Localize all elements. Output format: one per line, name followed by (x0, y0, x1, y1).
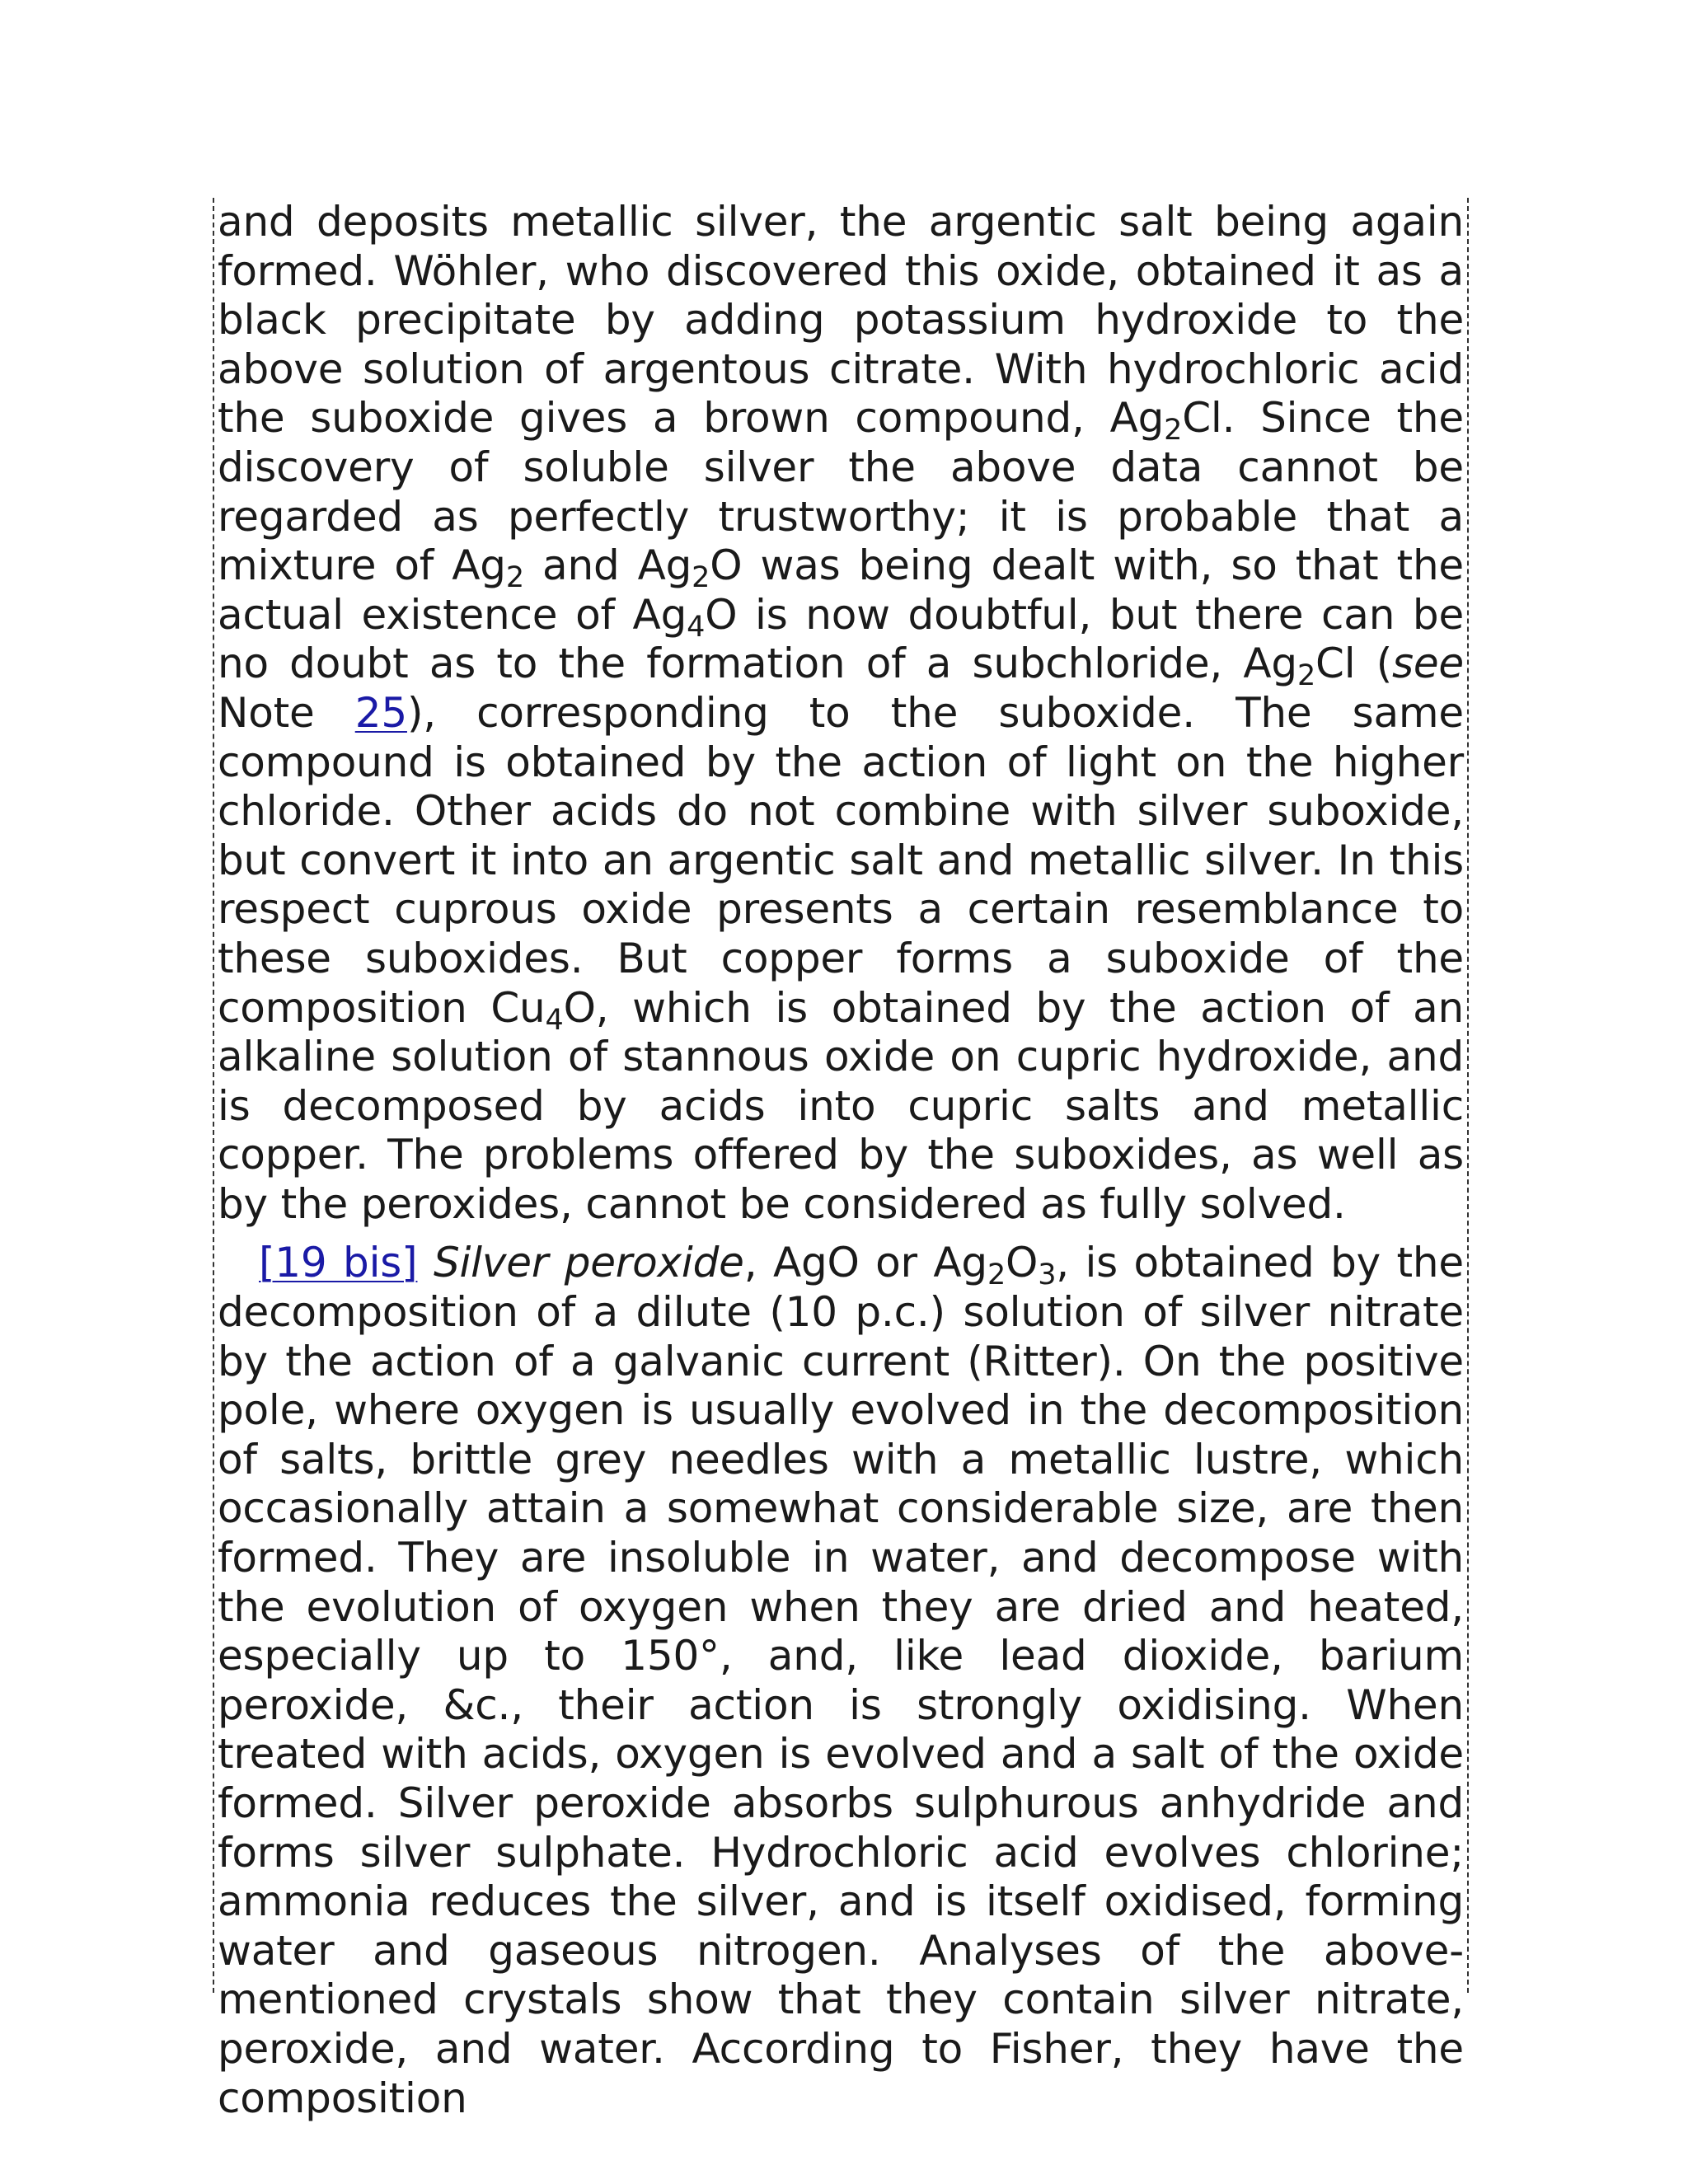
text-run: Note (218, 688, 355, 737)
subscript: 3 (1038, 1258, 1057, 1292)
text-run: , is obtained by the decomposition of a dilute (10 p.c.) solution of silver nitrate by the action of a galvanic current (Ritter). On the positive pole, where oxygen is usually evolved in the decomposition of salts, brittle grey needles with a metallic lustre, which occasionally attain a somewhat considerable size, are then formed. They are insoluble in water, and decompose with the evolution of oxygen when they are dried and heated, especially up to 150°, and, like lead dioxide, barium peroxide, &c., their action is strongly oxidising. When treated with acids, oxygen is evolved and a salt of the oxide formed. Silver peroxide absorbs sulphurous anhydride and forms silver sulphate. Hydrochloric acid evolves chlorine; ammonia reduces the silver, and is itself oxidised, forming water and gaseous nitrogen. Analyses of the above-mentioned crystals show that they contain silver nitrate, peroxide, and water. According to Fisher, they have the composition (218, 1239, 1464, 2122)
subscript: 2 (1164, 414, 1183, 448)
text-run: O is now doubtful, but there can be no doubt as to the formation of a subchloride, Ag (218, 590, 1465, 688)
subscript: 2 (987, 1258, 1006, 1292)
subscript: 2 (1296, 659, 1316, 693)
text-run (417, 1239, 434, 1286)
text-run: O was being dealt with, so that the actual existence of Ag (218, 541, 1464, 639)
text-column (213, 198, 1469, 2122)
text-run: Cl ( (1315, 640, 1393, 688)
subscript: 4 (687, 610, 706, 644)
subscript: 2 (505, 560, 524, 594)
text-run: and Ag (523, 541, 692, 590)
paragraph-suboxide (214, 198, 1467, 1229)
note-25-link[interactable]: 25 (354, 688, 407, 737)
text-run: ), corresponding to the suboxide. The same compound is obtained by the action of light on the higher chloride. Other acids do not combine with silver suboxide, but convert it into an argentic salt and metallic silver. In this respect cuprous oxide presents a certain resemblance to these suboxides. But copper forms a suboxide of the composition Cu (218, 688, 1464, 1032)
subscript: 4 (545, 1003, 564, 1037)
paragraph-silver-peroxide (214, 1239, 1467, 2123)
text-run: Cl. Since the discovery of soluble silver the above data cannot be regarded as perfectly trustworthy; it is probable that a mixture of Ag (218, 394, 1464, 590)
text-run: O (1006, 1239, 1039, 1287)
see-italic: see (1392, 640, 1464, 688)
footnote-19-bis-link[interactable]: [19 bis] (259, 1239, 418, 1287)
text-run: O, which is obtained by the action of an alkaline solution of stannous oxide on cupric hydroxide, and is decomposed by acids into cupric salts and metallic copper. The problems offered by the suboxides, as well as by the peroxides, cannot be considered as fully solved. (218, 983, 1464, 1228)
subscript: 2 (692, 560, 710, 594)
term-silver-peroxide: Silver peroxide (433, 1239, 744, 1287)
text-run: , AgO or Ag (743, 1239, 987, 1287)
text-run: and deposits metallic silver, the argentic salt being again formed. Wöhler, who discovered this oxide, obtained it as a black precipitate by adding potassium hydroxide to the above solution of argentous citrate. With hydrochloric acid the suboxide gives a brown compound, Ag (218, 198, 1464, 443)
